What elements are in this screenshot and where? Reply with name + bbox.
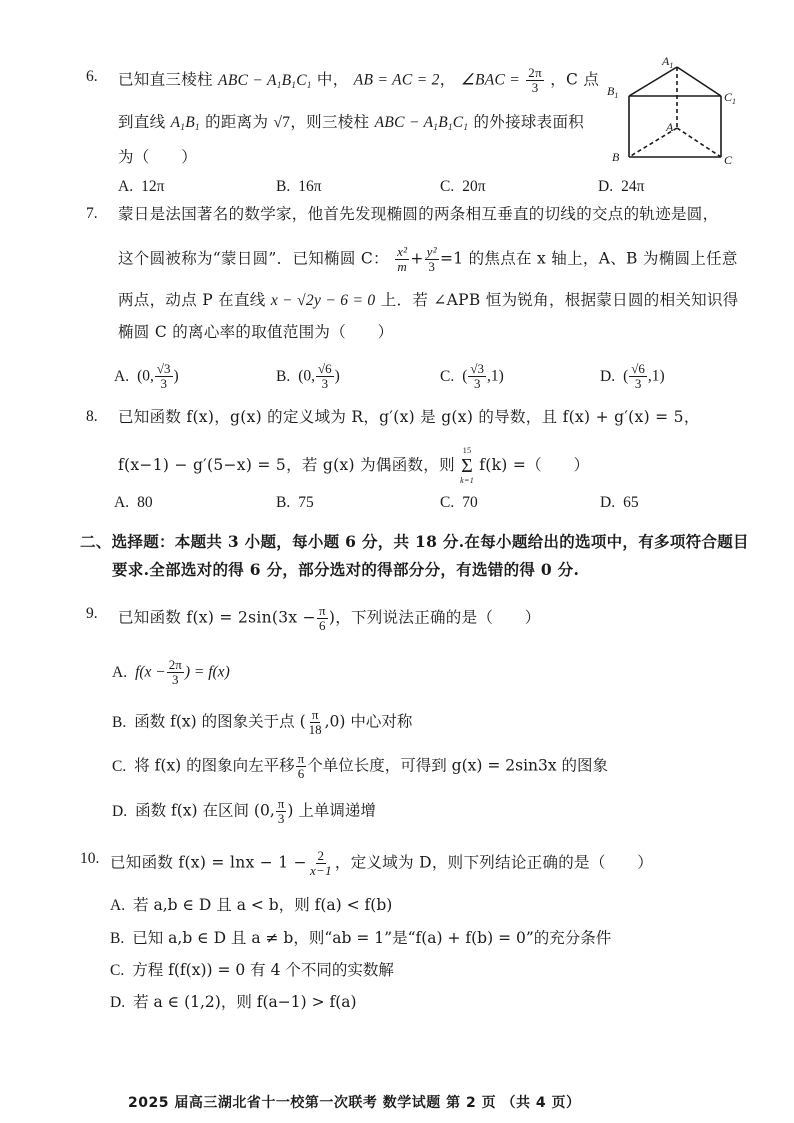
option-d[interactable]: D. 24π (598, 178, 645, 195)
fraction: $\frac{2\pi}{3}$ (528, 65, 542, 95)
option-d[interactable]: D. 65 (600, 494, 639, 511)
option-b[interactable]: B. 已知 a,b ∈ D 且 a ≠ b，则“ab = 1”是“f(a) + f(b) = 0”的充分条件 (110, 929, 612, 947)
question-number: 8. (86, 408, 98, 425)
question-number: 7. (86, 205, 98, 222)
question-text-line: 已知直三棱柱 ABC − $A_1B_1C_1$ 中， AB = AC = 2， ∠BAC = $\frac{2\pi}{3}$ ，C 点 (118, 65, 600, 95)
option-d[interactable]: D. ( $\frac{√6}{3}$ ,1) (600, 361, 665, 391)
option-c[interactable]: C. 将 f(x) 的图象向左平移 $\frac{\pi}{6}$ 个单位长度，可得到 g(x) = 2sin3x 的图象 (112, 751, 609, 781)
section-instructions: 要求.全部选对的得 6 分，部分选对的得部分分，有选错的得 0 分. (112, 560, 580, 579)
option-b[interactable]: B. 函数 f(x) 的图象关于点 ( $\frac{\pi}{18}$ ,0) 中心对称 (112, 707, 413, 737)
question-text-line: 椭圆 C 的离心率的取值范围为（ ） (118, 323, 394, 341)
question-text-line: 这个圆被称为“蒙日圆”．已知椭圆 C： $\frac{\text{x²}}{m}$ + $\frac{\text{y²}}{3}$ =1 的焦点在 x 轴上，A、B 为椭圆上任意 (118, 244, 738, 274)
question-number: 6. (86, 68, 98, 85)
page-footer: 2025 届高三湖北省十一校第一次联考 数学试题 第 2 页 （共 4 页） (128, 1095, 581, 1111)
question-number: 9. (86, 605, 98, 622)
question-text-line: 已知函数 f(x)，g(x) 的定义域为 R，g′(x) 是 g(x) 的导数，且 f(x) + g′(x) = 5， (118, 408, 700, 426)
question-text-line: 两点，动点 P 在直线 x − √2y − 6 = 0 上．若 ∠APB 恒为锐角，根据蒙日圆的相关知识得 (118, 291, 739, 309)
section-heading: 二、选择题：本题共 3 小题，每小题 6 分，共 18 分.在每小题给出的选项中，有多项符合题目 (80, 532, 749, 551)
svg-text:A: A (666, 120, 674, 134)
svg-text:C1: $C_1$ (724, 90, 737, 106)
question-text-line: f(x−1) − g′(5−x) = 5，若 g(x) 为偶函数，则 15 Σ k=1 f(k) =（ ） (118, 446, 590, 485)
question-text-line: 已知函数 f(x) = lnx − 1 − $\frac{2}{x-1}$ ，定义域为 D，则下列结论正确的是（ ） (110, 848, 654, 878)
option-d[interactable]: D. 函数 f(x) 在区间 (0, $\frac{\pi}{3}$ ) 上单调递增 (112, 796, 376, 826)
option-b[interactable]: B. 75 (276, 494, 314, 511)
option-c[interactable]: C. 20π (440, 178, 486, 195)
svg-text:B1: $B_1$ (607, 84, 619, 100)
option-a[interactable]: A. 12π (118, 178, 165, 195)
option-a[interactable]: A. 若 a,b ∈ D 且 a < b，则 f(a) < f(b) (110, 896, 393, 914)
question-text-line: 已知函数 f(x) = 2sin(3x − $\frac{\pi}{6}$ )，下列说法正确的是（ ） (118, 603, 541, 633)
option-d[interactable]: D. 若 a ∈ (1,2)，则 f(a−1) > f(a) (110, 993, 357, 1011)
option-a[interactable]: A. (0, $\frac{√3}{3}$ ) (114, 361, 179, 391)
question-number: 10. (80, 850, 100, 867)
svg-text:B: B (612, 150, 620, 164)
option-a[interactable]: A. 80 (114, 494, 153, 511)
prism-figure (600, 55, 750, 170)
option-b[interactable]: B. (0, $\frac{√6}{3}$ ) (276, 361, 340, 391)
question-text-line: 到直线 $A_1B_1$ 的距离为 √7，则三棱柱 ABC − $A_1B_1C_1$ 的外接球表面积 (118, 113, 585, 132)
option-c[interactable]: C. 70 (440, 494, 478, 511)
option-c[interactable]: C. 方程 f(f(x)) = 0 有 4 个不同的实数解 (110, 961, 394, 979)
svg-text:A1: $A_1$ (662, 55, 674, 70)
question-text-line: 蒙日是法国著名的数学家，他首先发现椭圆的两条相互垂直的切线的交点的轨迹是圆， (118, 205, 719, 223)
question-text-line: 为（ ） (118, 148, 198, 166)
option-c[interactable]: C. ( $\frac{√3}{3}$ ,1) (440, 361, 504, 391)
option-b[interactable]: B. 16π (276, 178, 322, 195)
summation: 15 Σ k=1 (460, 446, 474, 485)
option-a[interactable]: A. f(x − $\frac{2\pi}{3}$ ) = f(x) (112, 657, 230, 687)
svg-text:C: C (724, 153, 733, 167)
